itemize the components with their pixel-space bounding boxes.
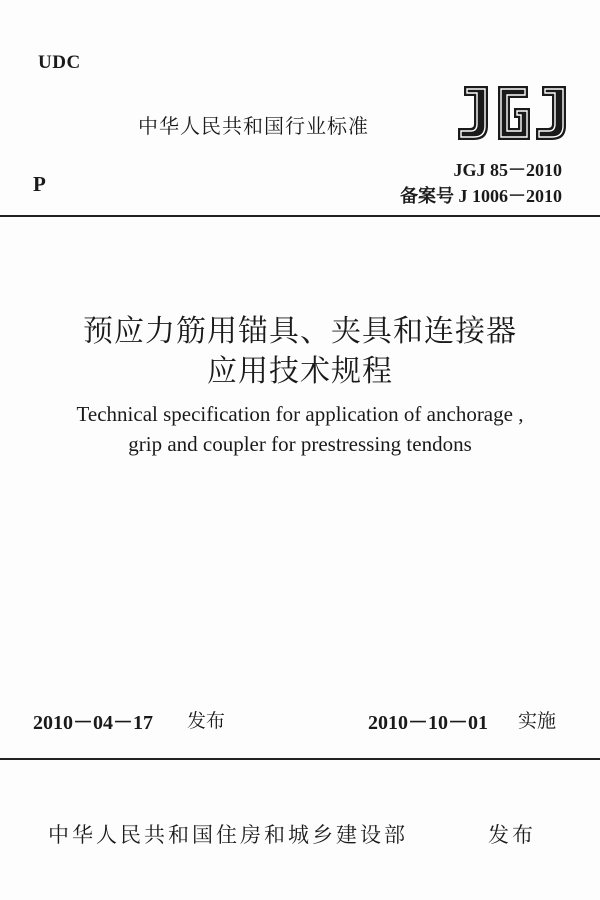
classification-label: P <box>33 172 46 196</box>
standard-category: 中华人民共和国行业标准 <box>138 114 369 138</box>
title-chinese-line1: 预应力筋用锚具、夹具和连接器 <box>83 314 517 349</box>
implement-date: 2010－10－01 <box>368 712 488 734</box>
title-chinese-line2: 应用技术规程 <box>207 354 393 389</box>
standard-code: JGJ 85－2010 <box>453 160 562 180</box>
footer-divider <box>0 758 600 760</box>
publisher-label: 发布 <box>488 823 536 847</box>
title-english-line1: Technical specification for application of anchorage , <box>76 402 524 426</box>
udc-label: UDC <box>38 52 81 73</box>
issue-label: 发布 <box>187 710 226 732</box>
title-english-line2: grip and coupler for prestressing tendons <box>128 432 472 456</box>
implement-label: 实施 <box>518 710 557 732</box>
publisher-name: 中华人民共和国住房和城乡建设部 <box>48 823 408 847</box>
record-number: 备案号 J 1006－2010 <box>400 186 562 206</box>
issue-date: 2010－04－17 <box>33 712 153 734</box>
header-divider <box>0 215 600 217</box>
jgj-logo-icon <box>452 82 570 144</box>
